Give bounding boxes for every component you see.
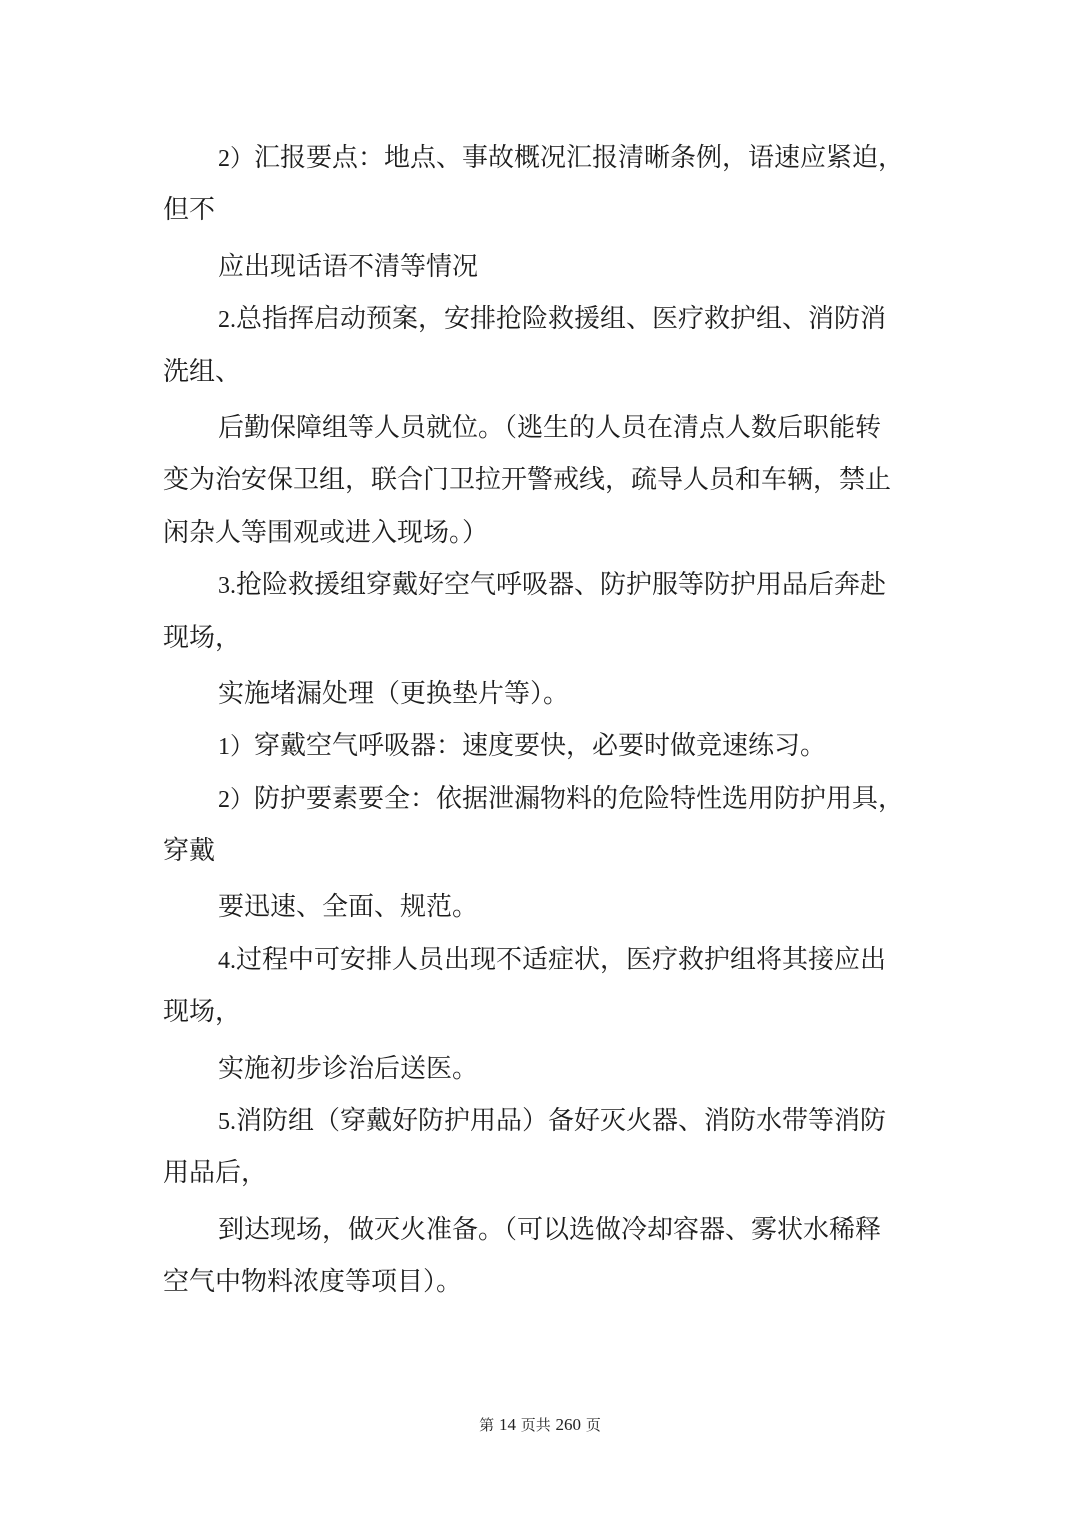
line-text: 用品后， bbox=[163, 1158, 268, 1189]
line-text: 空气中物料浓度等项目）。 bbox=[163, 1267, 463, 1298]
page-number: 14 bbox=[498, 1415, 516, 1434]
line-text: 洗组、 bbox=[163, 356, 242, 387]
line-text: 汇报要点：地点、事故概况汇报清晰条例，语速应紧迫， bbox=[254, 143, 905, 173]
footer-suffix: 页 bbox=[585, 1416, 601, 1434]
line-text: 到达现场，做灭火准备。（可以选做冷却容器、雾状水稀释 bbox=[218, 1214, 882, 1245]
text-line bbox=[163, 1256, 923, 1308]
text-line bbox=[163, 402, 923, 454]
text-line bbox=[163, 881, 923, 933]
line-text: 实施堵漏处理（更换垫片等）。 bbox=[218, 678, 570, 709]
list-number: 2） bbox=[218, 146, 254, 172]
list-number: 5. bbox=[218, 1109, 236, 1136]
text-line bbox=[163, 1095, 923, 1147]
text-line bbox=[163, 241, 923, 293]
text-line bbox=[163, 132, 923, 184]
list-number: 3. bbox=[218, 573, 236, 600]
text-line bbox=[163, 454, 923, 506]
text-line bbox=[163, 934, 923, 986]
line-text: 后勤保障组等人员就位。（逃生的人员在清点人数后职能转 bbox=[218, 412, 882, 443]
text-line bbox=[163, 986, 923, 1038]
line-text: 消防组（穿戴好防护用品）备好灭火器、消防水带等消防 bbox=[236, 1106, 887, 1137]
line-text: 穿戴 bbox=[163, 836, 216, 867]
line-text: 实施初步诊治后送医。 bbox=[218, 1053, 479, 1084]
list-number: 1） bbox=[218, 734, 254, 761]
page-footer bbox=[0, 1414, 1080, 1435]
text-line bbox=[163, 668, 923, 720]
line-text: 抢险救援组穿戴好空气呼吸器、防护服等防护用品后奔赴 bbox=[236, 570, 887, 601]
text-line bbox=[163, 1204, 923, 1256]
list-number: 4. bbox=[218, 947, 236, 974]
footer-middle: 页共 bbox=[520, 1416, 551, 1434]
line-text: 防护要素要全：依据泄漏物料的危险特性选用防护用具， bbox=[254, 783, 905, 814]
list-number: 2. bbox=[218, 307, 236, 334]
line-text: 穿戴空气呼吸器：速度要快，必要时做竞速练习。 bbox=[254, 731, 827, 762]
line-text: 应出现话语不清等情况 bbox=[218, 251, 479, 282]
text-line bbox=[163, 559, 923, 611]
line-text: 变为治安保卫组，联合门卫拉开警戒线，疏导人员和车辆，禁止 bbox=[163, 465, 892, 496]
total-pages: 260 bbox=[555, 1415, 582, 1434]
line-text: 总指挥启动预案，安排抢险救援组、医疗救护组、消防消 bbox=[236, 304, 887, 335]
line-text: 要迅速、全面、规范。 bbox=[218, 892, 479, 923]
line-text: 现场， bbox=[163, 997, 242, 1028]
text-line bbox=[163, 720, 923, 772]
text-line bbox=[163, 612, 923, 664]
text-line bbox=[163, 825, 923, 877]
text-line bbox=[163, 184, 923, 236]
text-line bbox=[163, 507, 923, 559]
text-line bbox=[163, 1043, 923, 1095]
text-line bbox=[163, 773, 923, 825]
line-text: 现场， bbox=[163, 622, 242, 653]
line-text: 闲杂人等围观或进入现场。） bbox=[163, 517, 489, 548]
text-line bbox=[163, 1147, 923, 1199]
text-line bbox=[163, 346, 923, 398]
line-text: 过程中可安排人员出现不适症状，医疗救护组将其接应出 bbox=[236, 944, 887, 975]
footer-prefix: 第 bbox=[479, 1416, 495, 1434]
text-line bbox=[163, 293, 923, 345]
body-text bbox=[163, 132, 923, 1309]
list-number: 2） bbox=[218, 786, 254, 813]
line-text: 但不 bbox=[163, 195, 216, 226]
